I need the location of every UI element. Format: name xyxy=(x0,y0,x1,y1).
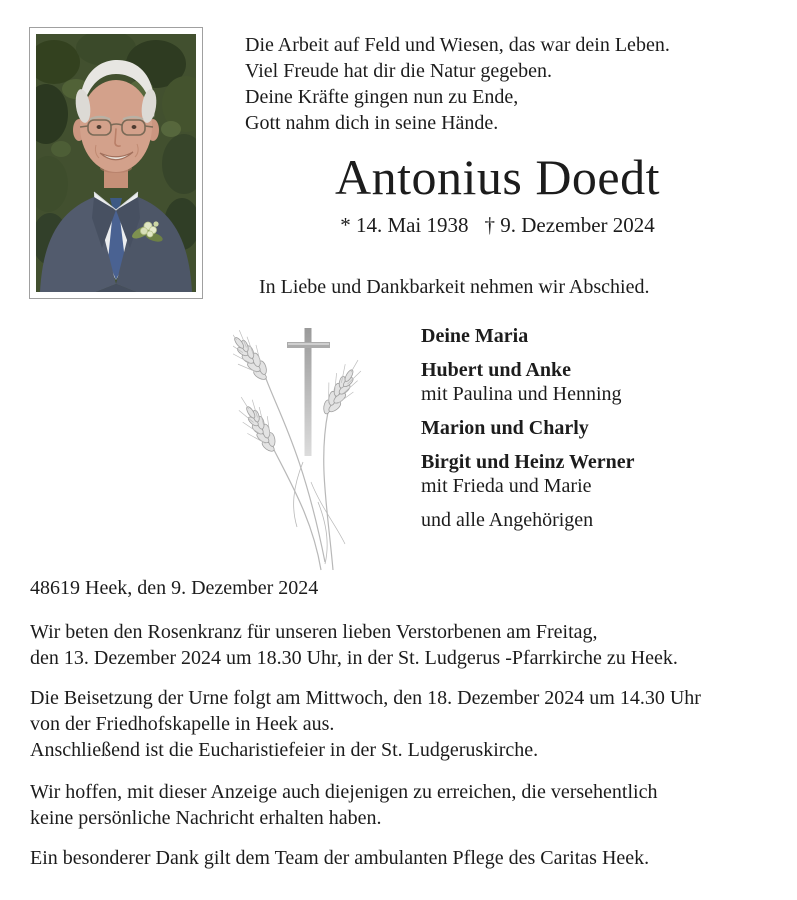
death-date: † 9. Dezember 2024 xyxy=(484,213,655,237)
mourner-entry xyxy=(421,508,635,532)
mourner-name: Hubert und Anke xyxy=(421,359,572,381)
poem-line: Gott nahm dich in seine Hände. xyxy=(245,112,499,134)
mourners-list xyxy=(421,324,635,542)
notice-reach-announcement xyxy=(30,779,657,831)
mourner-name: Birgit und Heinz Werner xyxy=(421,451,635,473)
announcement-line: Wir hoffen, mit dieser Anzeige auch diejenigen zu erreichen, die versehentlich xyxy=(30,781,658,803)
announcement-line: Wir beten den Rosenkranz für unseren lieben Verstorbenen am Freitag, xyxy=(30,621,598,643)
deceased-name: Antonius Doedt xyxy=(334,149,661,205)
mourner-entry xyxy=(421,324,635,348)
mourner-entry xyxy=(421,358,635,406)
cross-icon xyxy=(287,328,330,456)
deceased-name-block xyxy=(230,148,765,206)
wheat-ear-icon xyxy=(233,391,285,459)
birth-date: * 14. Mai 1938 xyxy=(340,213,469,237)
portrait-photo-frame xyxy=(29,27,203,299)
place-and-date: 48619 Heek, den 9. Dezember 2024 xyxy=(30,577,319,599)
announcement-line: Ein besonderer Dank gilt dem Team der ambulanten Pflege des Caritas Heek. xyxy=(30,847,650,869)
life-dates xyxy=(230,213,765,238)
mourner-grandchildren: mit Paulina und Henning xyxy=(421,383,622,405)
poem-line: Viel Freude hat dir die Natur gegeben. xyxy=(245,60,553,82)
poem-line: Deine Kräfte gingen nun zu Ende, xyxy=(245,86,519,108)
announcement-line: keine persönliche Nachricht erhalten haben. xyxy=(30,807,382,829)
mourner-name: Marion und Charly xyxy=(421,417,589,439)
announcement-line: Die Beisetzung der Urne folgt am Mittwoch, den 18. Dezember 2024 um 14.30 Uhr xyxy=(30,687,701,709)
mourner-name: Deine Maria xyxy=(421,325,529,347)
mourner-grandchildren: mit Frieda und Marie xyxy=(421,475,592,497)
portrait-photo xyxy=(36,34,196,292)
thanks-announcement xyxy=(30,845,649,871)
burial-announcement xyxy=(30,685,701,763)
announcement-line: von der Friedhofskapelle in Heek aus. xyxy=(30,713,335,735)
mourner-entry xyxy=(421,450,635,498)
farewell-line: In Liebe und Dankbarkeit nehmen wir Abschied. xyxy=(259,276,650,298)
wheat-ear-icon xyxy=(314,353,368,421)
mourner-entry xyxy=(421,416,635,440)
announcement-line: den 13. Dezember 2024 um 18.30 Uhr, in der St. Ludgerus -Pfarrkirche zu Heek. xyxy=(30,647,678,669)
memorial-poem xyxy=(245,32,670,136)
wheat-ear-icon xyxy=(233,321,277,387)
mourner-name: und alle Angehörigen xyxy=(421,509,594,531)
poem-line: Die Arbeit auf Feld und Wiesen, das war dein Leben. xyxy=(245,34,670,56)
announcement-line: Anschließend ist die Eucharistiefeier in der St. Ludgeruskirche. xyxy=(30,739,539,761)
cross-and-wheat-illustration xyxy=(233,312,388,585)
rosary-announcement xyxy=(30,619,678,671)
